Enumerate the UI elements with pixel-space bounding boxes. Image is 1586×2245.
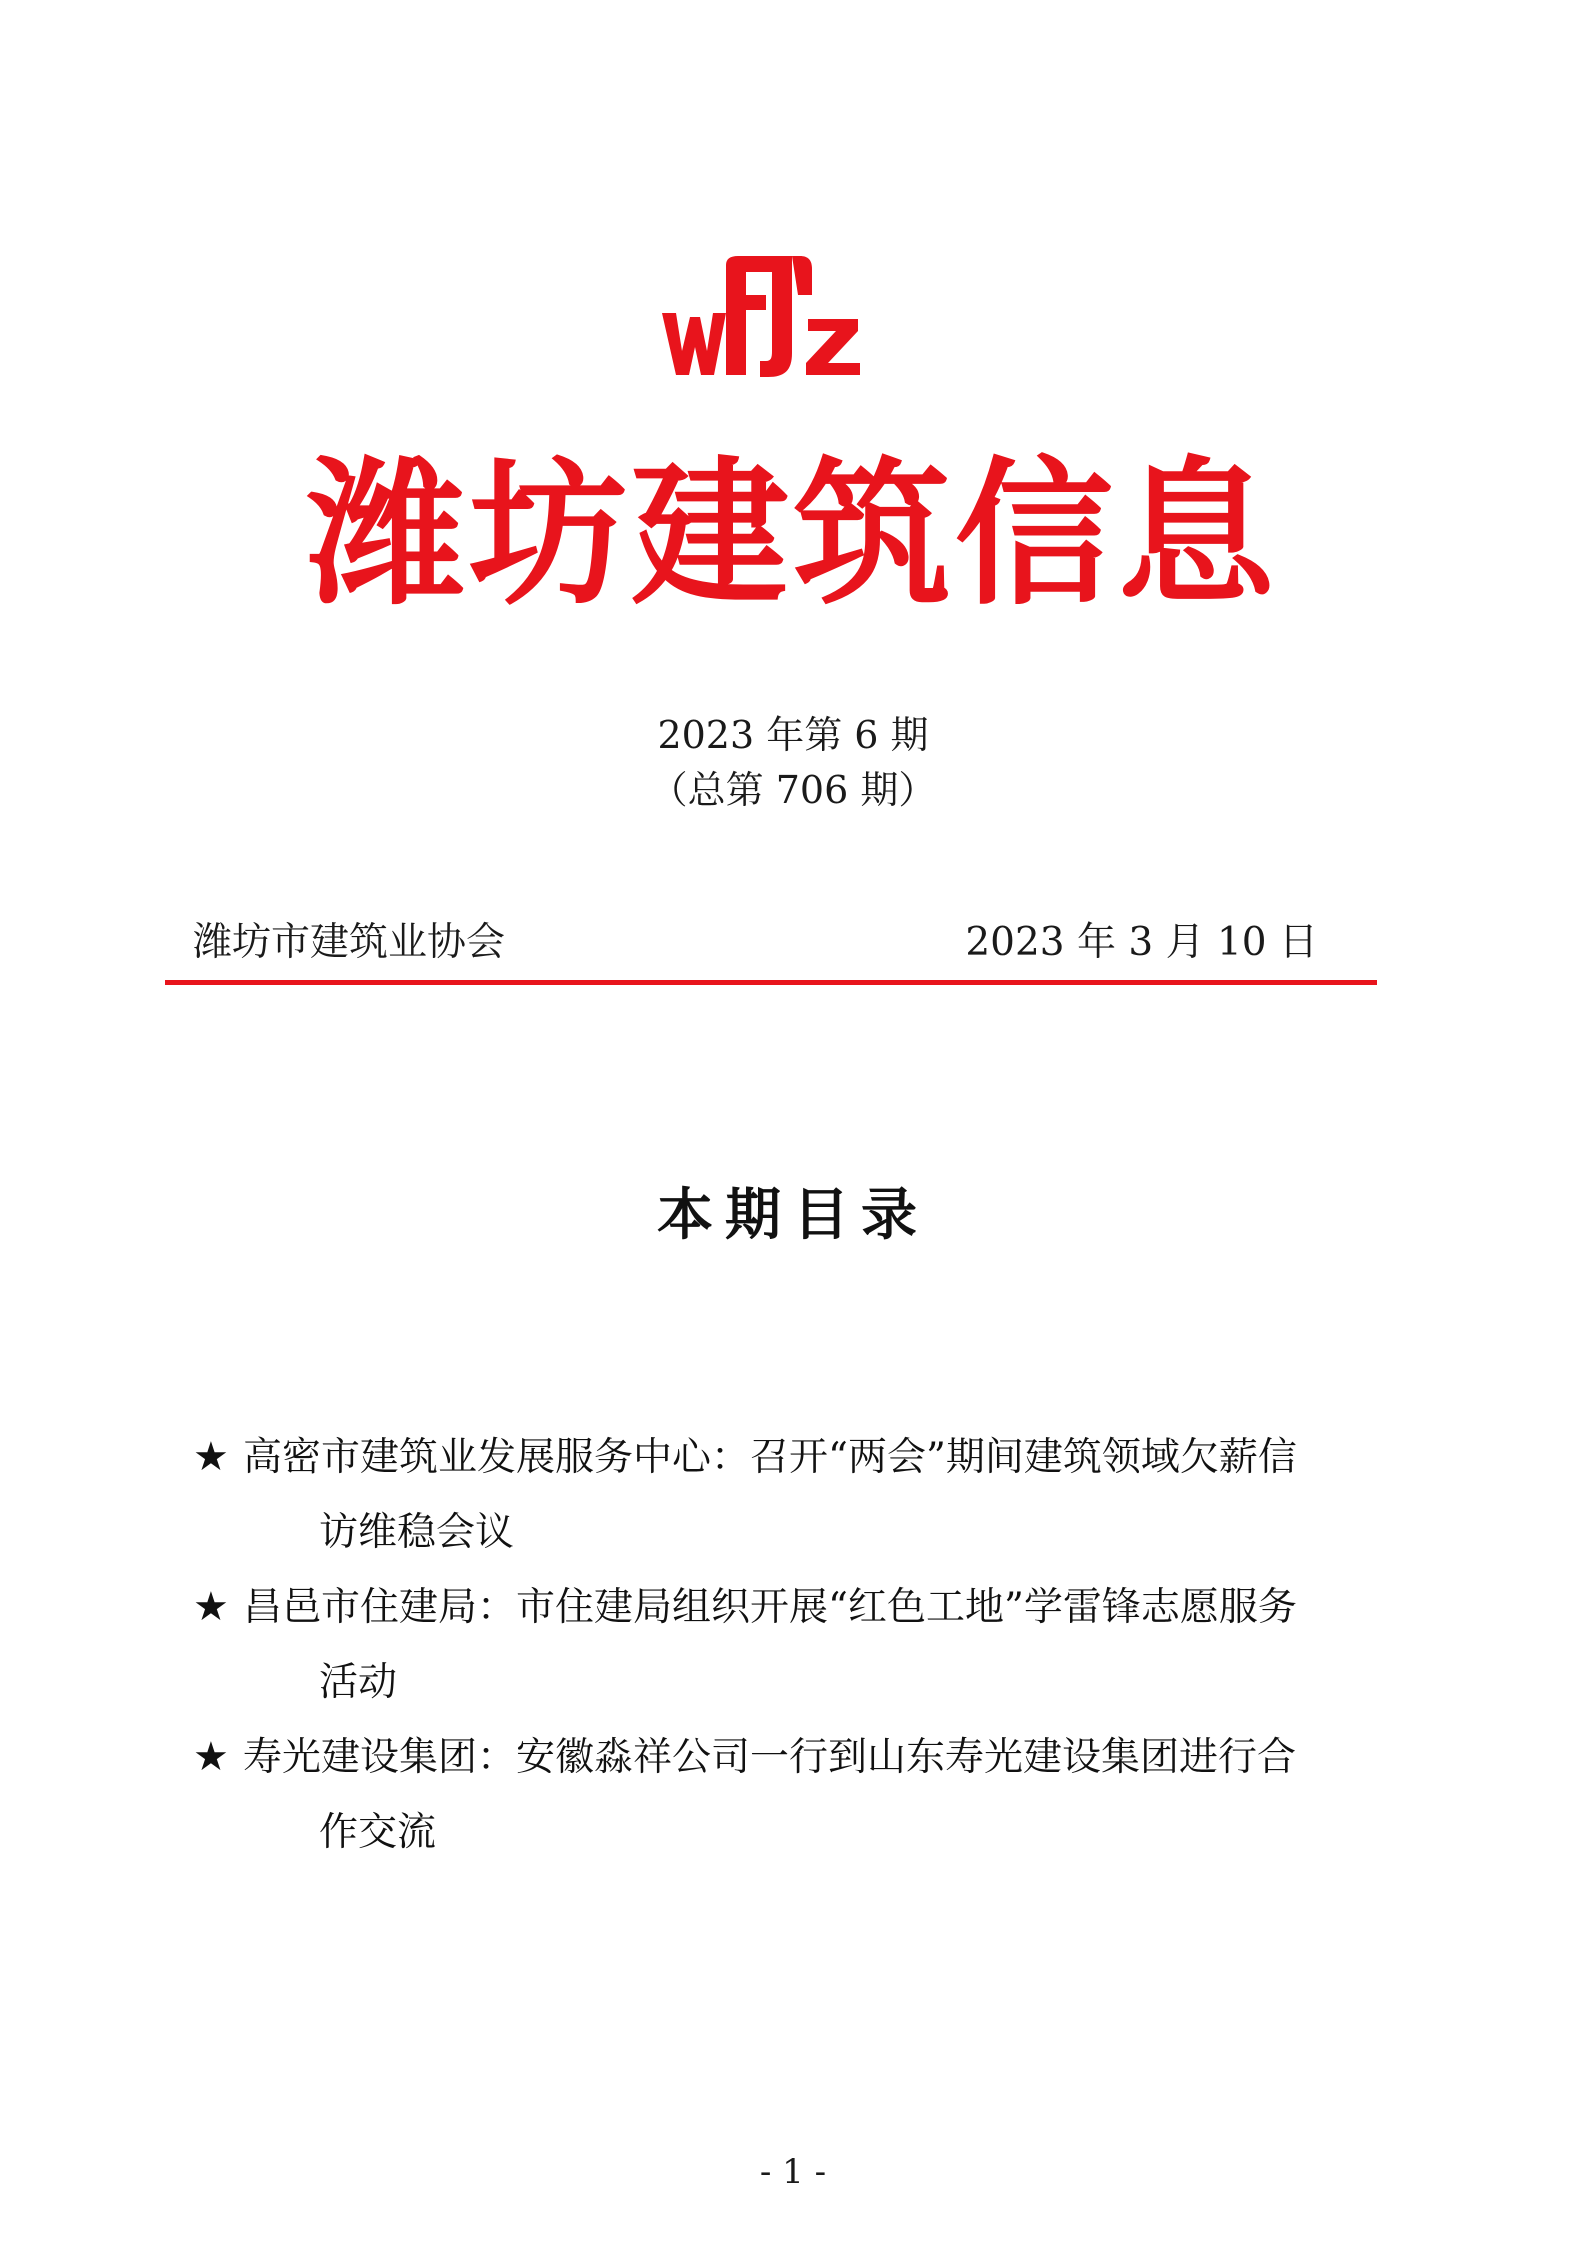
wfjz-logo	[660, 255, 865, 380]
toc-item-continuation: 活动	[319, 1660, 398, 1705]
publisher-name: 潍坊市建筑业协会	[193, 920, 506, 965]
toc-item-line: 高密市建筑业发展服务中心：召开“两会”期间建筑领域欠薪信	[243, 1435, 1297, 1480]
star-icon: ★	[193, 1734, 229, 1780]
star-icon: ★	[193, 1434, 229, 1480]
toc-item	[193, 1720, 1413, 1870]
toc-item-line: 寿光建设集团：安徽淼祥公司一行到山东寿光建设集团进行合	[243, 1735, 1297, 1780]
toc-list	[193, 1420, 1413, 1870]
toc-title: 本期目录	[657, 1182, 929, 1248]
masthead-title: 潍坊建筑信息	[307, 442, 1279, 627]
red-divider-line	[165, 980, 1377, 985]
toc-item-continuation: 访维稳会议	[319, 1510, 515, 1555]
toc-item-line: 昌邑市住建局：市住建局组织开展“红色工地”学雷锋志愿服务	[243, 1585, 1297, 1630]
toc-item	[193, 1420, 1413, 1570]
page-number: - 1 -	[759, 2152, 827, 2192]
star-icon: ★	[193, 1584, 229, 1630]
issue-number: 2023 年第 6 期	[657, 713, 929, 757]
toc-item	[193, 1570, 1413, 1720]
publish-date: 2023 年 3 月 10 日	[965, 920, 1318, 965]
toc-item-continuation: 作交流	[319, 1810, 437, 1855]
issue-total-number: （总第 706 期）	[649, 768, 937, 812]
